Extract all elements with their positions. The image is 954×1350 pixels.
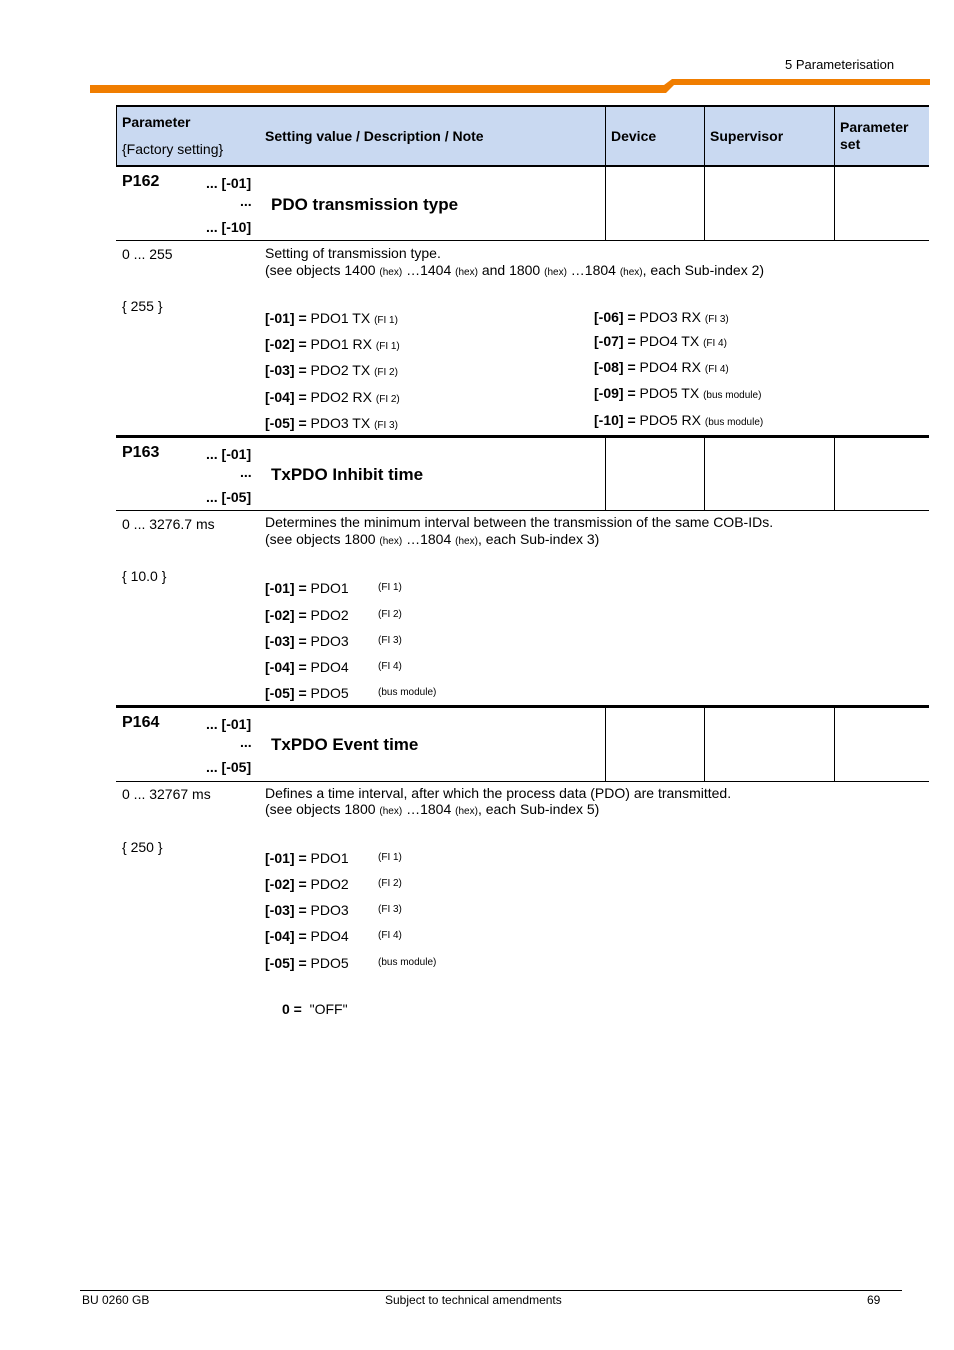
- p163-factory: { 10.0 }: [122, 568, 167, 584]
- p162-desc-line2: (see objects 1400 (hex) …1404 (hex) and 1800 (hex) …1804 (hex), each Sub-index 2): [265, 262, 765, 278]
- p162-desc-line1: Setting of transmission type.: [265, 245, 441, 261]
- p163-desc-line1: Determines the minimum interval between the transmission of the same COB-IDs.: [265, 514, 774, 530]
- p163-item-01-note: (FI 1): [378, 582, 402, 593]
- footer-doc-id: BU 0260 GB: [82, 1293, 150, 1307]
- p164-item-04: [-04] = PDO4: [265, 928, 349, 944]
- p163-item-02: [-02] = PDO2: [265, 607, 349, 623]
- p164-item-04-note: (FI 4): [378, 930, 402, 941]
- header-parameter-set: Parameter set: [840, 119, 909, 152]
- p163-range: 0 ... 3276.7 ms: [122, 516, 215, 532]
- p163-desc-line2: (see objects 1800 (hex) …1804 (hex), each Sub-index 3): [265, 531, 600, 547]
- p163-index-mid: ...: [240, 464, 252, 480]
- footer-notice: Subject to technical amendments: [385, 1293, 562, 1307]
- p162-item-06: [-06] = PDO3 RX (FI 3): [594, 309, 729, 325]
- p162-index-mid: ...: [240, 193, 252, 209]
- p164-range: 0 ... 32767 ms: [122, 786, 211, 802]
- p163-item-04: [-04] = PDO4: [265, 659, 349, 675]
- header-supervisor: Supervisor: [710, 128, 784, 144]
- p163-title: TxPDO Inhibit time: [271, 465, 424, 484]
- p162-code: P162: [122, 173, 160, 190]
- p162-item-03: [-03] = PDO2 TX (FI 2): [265, 362, 398, 378]
- p164-item-01-note: (FI 1): [378, 852, 402, 863]
- p163-code: P163: [122, 444, 160, 461]
- p164-desc-line1: Defines a time interval, after which the process data (PDO) are transmitted.: [265, 785, 732, 801]
- table-header-band: [116, 106, 929, 166]
- p164-item-02: [-02] = PDO2: [265, 876, 349, 892]
- p162-item-07: [-07] = PDO4 TX (FI 4): [594, 333, 727, 349]
- p163-item-05-note: (bus module): [378, 687, 437, 698]
- p162-index-last: ... [-10]: [206, 219, 252, 235]
- p162-item-09: [-09] = PDO5 TX (bus module): [594, 385, 762, 401]
- p164-index-mid: ...: [240, 734, 252, 750]
- orange-header-rule: [90, 78, 930, 94]
- header-factory-setting: {Factory setting}: [122, 141, 224, 157]
- p162-item-02: [-02] = PDO1 RX (FI 1): [265, 336, 400, 352]
- p162-item-05: [-05] = PDO3 TX (FI 3): [265, 415, 398, 431]
- p162-title: PDO transmission type: [271, 195, 459, 214]
- p163-item-01: [-01] = PDO1: [265, 580, 349, 596]
- header-parameter: Parameter: [122, 114, 191, 130]
- footer-page-number: 69: [867, 1293, 881, 1307]
- p164-item-05-note: (bus module): [378, 957, 437, 968]
- p162-factory: { 255 }: [122, 298, 163, 314]
- p164-index-last: ... [-05]: [206, 759, 252, 775]
- p164-off-value: 0 = "OFF": [282, 1001, 348, 1017]
- p163-item-05: [-05] = PDO5: [265, 685, 349, 701]
- section-header: 5 Parameterisation: [785, 57, 895, 72]
- p164-item-05: [-05] = PDO5: [265, 955, 349, 971]
- p163-item-03-note: (FI 3): [378, 635, 402, 646]
- p163-item-02-note: (FI 2): [378, 609, 402, 620]
- p162-item-04: [-04] = PDO2 RX (FI 2): [265, 389, 400, 405]
- p164-index-first: ... [-01]: [206, 716, 252, 732]
- p164-desc-line2: (see objects 1800 (hex) …1804 (hex), each Sub-index 5): [265, 801, 600, 817]
- p164-item-01: [-01] = PDO1: [265, 850, 349, 866]
- p164-item-03: [-03] = PDO3: [265, 902, 349, 918]
- p162-index-first: ... [-01]: [206, 175, 252, 191]
- p164-title: TxPDO Event time: [271, 735, 419, 754]
- p164-code: P164: [122, 714, 160, 731]
- header-device: Device: [611, 128, 657, 144]
- p162-item-10: [-10] = PDO5 RX (bus module): [594, 412, 764, 428]
- p162-item-01: [-01] = PDO1 TX (FI 1): [265, 310, 398, 326]
- p162-range: 0 ... 255: [122, 246, 173, 262]
- p163-index-first: ... [-01]: [206, 446, 252, 462]
- p163-item-04-note: (FI 4): [378, 661, 402, 672]
- p164-item-02-note: (FI 2): [378, 878, 402, 889]
- p164-factory: { 250 }: [122, 839, 163, 855]
- footer-rule: [80, 1290, 902, 1291]
- p163-index-last: ... [-05]: [206, 489, 252, 505]
- header-setting-value: Setting value / Description / Note: [265, 128, 484, 144]
- p164-item-03-note: (FI 3): [378, 904, 402, 915]
- p163-item-03: [-03] = PDO3: [265, 633, 349, 649]
- p162-item-08: [-08] = PDO4 RX (FI 4): [594, 359, 729, 375]
